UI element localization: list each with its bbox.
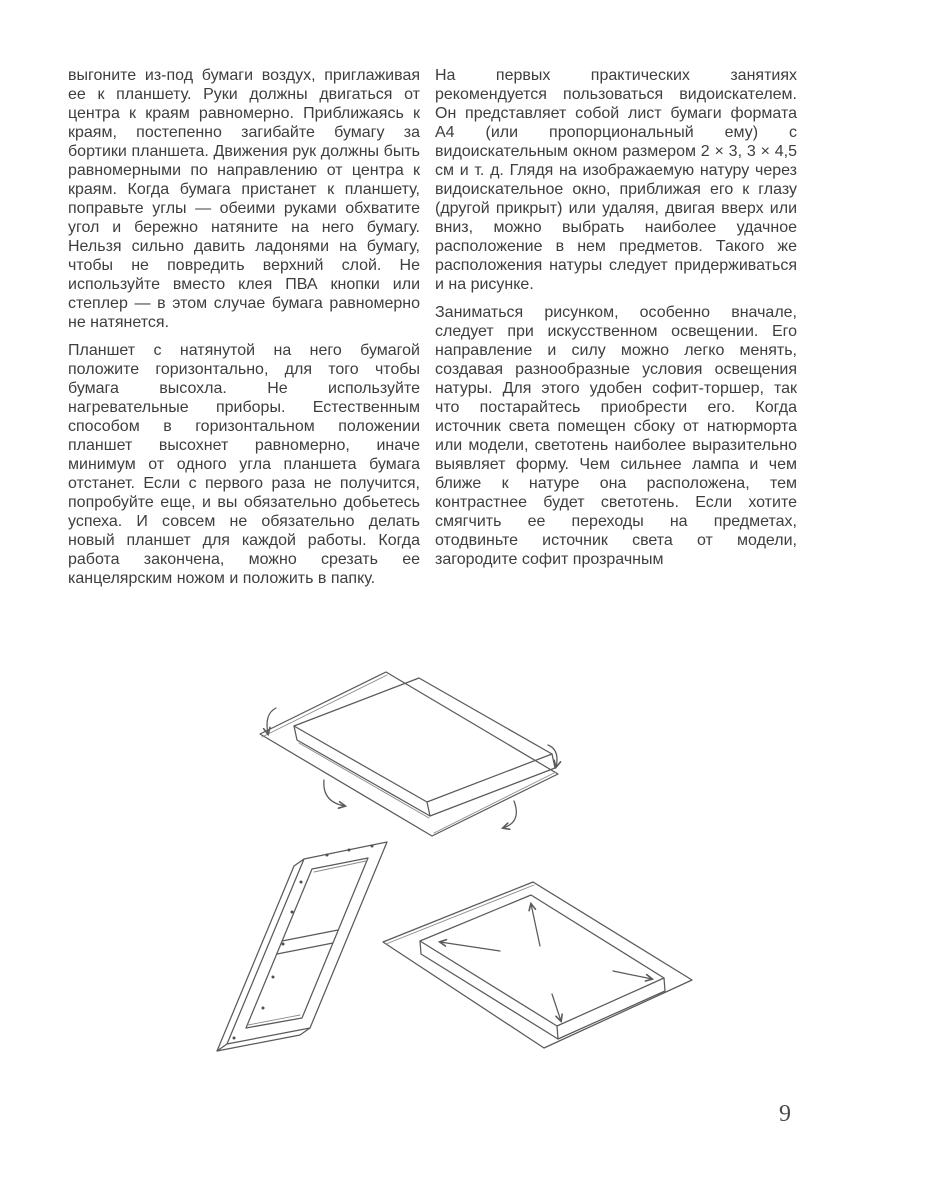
sketch-board-facedown-on-paper [260,672,558,836]
sketch-board-frame-back [217,842,387,1051]
paragraph-viewfinder: На первых практических занятиях рекомендуется пользоваться видоискателем. Он представляет собой лист бумаги формата А4 (или пропорциональный ему) с видоискательным окном размером 2 × 3, 3 × 4,5 см и т. д. Глядя на изображаемую натуру через видоискательное окно, приближая его к глазу (другой прикрыт) или удаляя, двигая вверх или вниз, можно выбрать наиболее удачное расположение в нем предметов. Такого же расположения натуры следует придерживаться и на рисунке. [435,67,797,293]
column-left [68,66,420,588]
paragraph-stretching-paper: выгоните из-под бумаги воздух, приглаживая ее к планшету. Руки должны двигаться от центра к краям равномерно. Приближаясь к краям, постепенно загибайте бумагу за бортики планшета. Движения рук должны быть равномерными по направлению от центра к краям. Когда бумага пристанет к планшету, поправьте углы — обеими руками обхватите угол и бережно натяните на него бумагу. Нельзя сильно давить ладонями на бумагу, чтобы не повредить верхний слой. Не используйте вместо клея ПВА кнопки или степлер — в этом случае бумага равномерно не натянется. [68,67,420,331]
paragraph-lighting: Заниматься рисунком, особенно вначале, следует при искусственном освещении. Его направление и силу можно легко менять, создавая разнообразные условия освещения натуры. Для этого удобен софит-торшер, так что постарайтесь приобрести его. Когда источник света помещен сбоку от натюрморта или модели, светотень наиболее выразительно выявляет форму. Чем сильнее лампа и чем ближе к натуре она расположена, тем контрастнее будет светотень. Если хотите смягчить ее переходы на предметах, отодвиньте источник света от модели, загородите софит прозрачным [435,304,797,568]
figure-stretching-paper-illustration [200,650,730,1070]
pencil-sketch-illustration [200,650,730,1070]
text-columns [68,66,797,588]
page-number: 9 [779,1101,791,1127]
sketch-board-on-paper-smoothing-arrows [383,882,692,1048]
column-right [435,66,797,588]
paragraph-drying-board: Планшет с натянутой на него бумагой положите горизонтально, для того чтобы бумага высохла. Не используйте нагревательные приборы. Естественным способом в горизонтальном положении планшет высохнет равномерно, иначе минимум от одного угла планшета бумага отстанет. Если с первого раза не получится, попробуйте еще, и вы обязательно добьетесь успеха. И совсем не обязательно делать новый планшет для каждой работы. Когда работа закончена, можно срезать ее канцелярским ножом и положить в папку. [68,342,420,587]
